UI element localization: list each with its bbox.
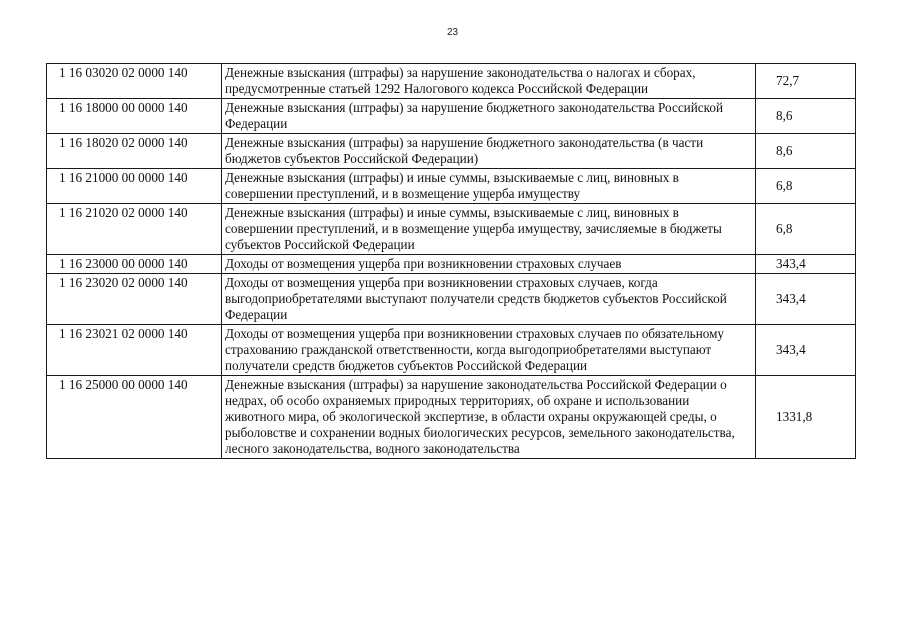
revenue-description-cell: Денежные взыскания (штрафы) за нарушение бюджетного законодательства (в части бюджетов субъектов Российской Федерации) [222,134,756,169]
revenue-description-cell: Доходы от возмещения ущерба при возникновении страховых случаев по обязательному страхованию гражданской ответственности, когда выгодоприобретателями выступают получатели средств бюджетов субъектов Российской Федерации [222,325,756,376]
revenue-code-cell: 1 16 18020 02 0000 140 [47,134,222,169]
table-row [47,274,856,325]
revenue-table [46,63,856,459]
revenue-description-cell: Денежные взыскания (штрафы) за нарушение бюджетного законодательства Российской Федерации [222,99,756,134]
revenue-amount-cell: 8,6 [756,99,856,134]
revenue-description-cell: Доходы от возмещения ущерба при возникновении страховых случаев, когда выгодоприобретателями выступают получатели средств бюджетов субъектов Российской Федерации [222,274,756,325]
revenue-amount-cell: 6,8 [756,204,856,255]
revenue-amount-cell: 8,6 [756,134,856,169]
revenue-amount-cell: 343,4 [756,325,856,376]
table-row [47,64,856,99]
revenue-code-cell: 1 16 18000 00 0000 140 [47,99,222,134]
revenue-description-cell: Денежные взыскания (штрафы) и иные суммы, взыскиваемые с лиц, виновных в совершении преступлений, и в возмещение ущерба имуществу, зачисляемые в бюджеты субъектов Российской Федерации [222,204,756,255]
revenue-description-cell: Денежные взыскания (штрафы) за нарушение законодательства Российской Федерации о недрах, об особо охраняемых природных территориях, об охране и использовании животного мира, об экологической экспертизе, в области охраны окружающей среды, о рыболовстве и сохранении водных биологических ресурсов, земельного законодательства, лесного законодательства, водного законодательства [222,376,756,459]
table-row [47,134,856,169]
page-number: 23 [446,27,459,38]
table-row [47,99,856,134]
revenue-code-cell: 1 16 23020 02 0000 140 [47,274,222,325]
revenue-description-cell: Денежные взыскания (штрафы) за нарушение законодательства о налогах и сборах, предусмотренные статьей 1292 Налогового кодекса Российской Федерации [222,64,756,99]
table-row [47,204,856,255]
revenue-description-cell: Денежные взыскания (штрафы) и иные суммы, взыскиваемые с лиц, виновных в совершении преступлений, и в возмещение ущерба имуществу [222,169,756,204]
revenue-code-cell: 1 16 21000 00 0000 140 [47,169,222,204]
revenue-amount-cell: 1331,8 [756,376,856,459]
revenue-code-cell: 1 16 21020 02 0000 140 [47,204,222,255]
revenue-description-cell: Доходы от возмещения ущерба при возникновении страховых случаев [222,255,756,274]
revenue-amount-cell: 343,4 [756,255,856,274]
revenue-amount-cell: 72,7 [756,64,856,99]
table-row [47,255,856,274]
revenue-amount-cell: 343,4 [756,274,856,325]
revenue-amount-cell: 6,8 [756,169,856,204]
table-row [47,325,856,376]
revenue-code-cell: 1 16 03020 02 0000 140 [47,64,222,99]
table-row [47,169,856,204]
revenue-code-cell: 1 16 25000 00 0000 140 [47,376,222,459]
revenue-code-cell: 1 16 23021 02 0000 140 [47,325,222,376]
table-row [47,376,856,459]
revenue-code-cell: 1 16 23000 00 0000 140 [47,255,222,274]
